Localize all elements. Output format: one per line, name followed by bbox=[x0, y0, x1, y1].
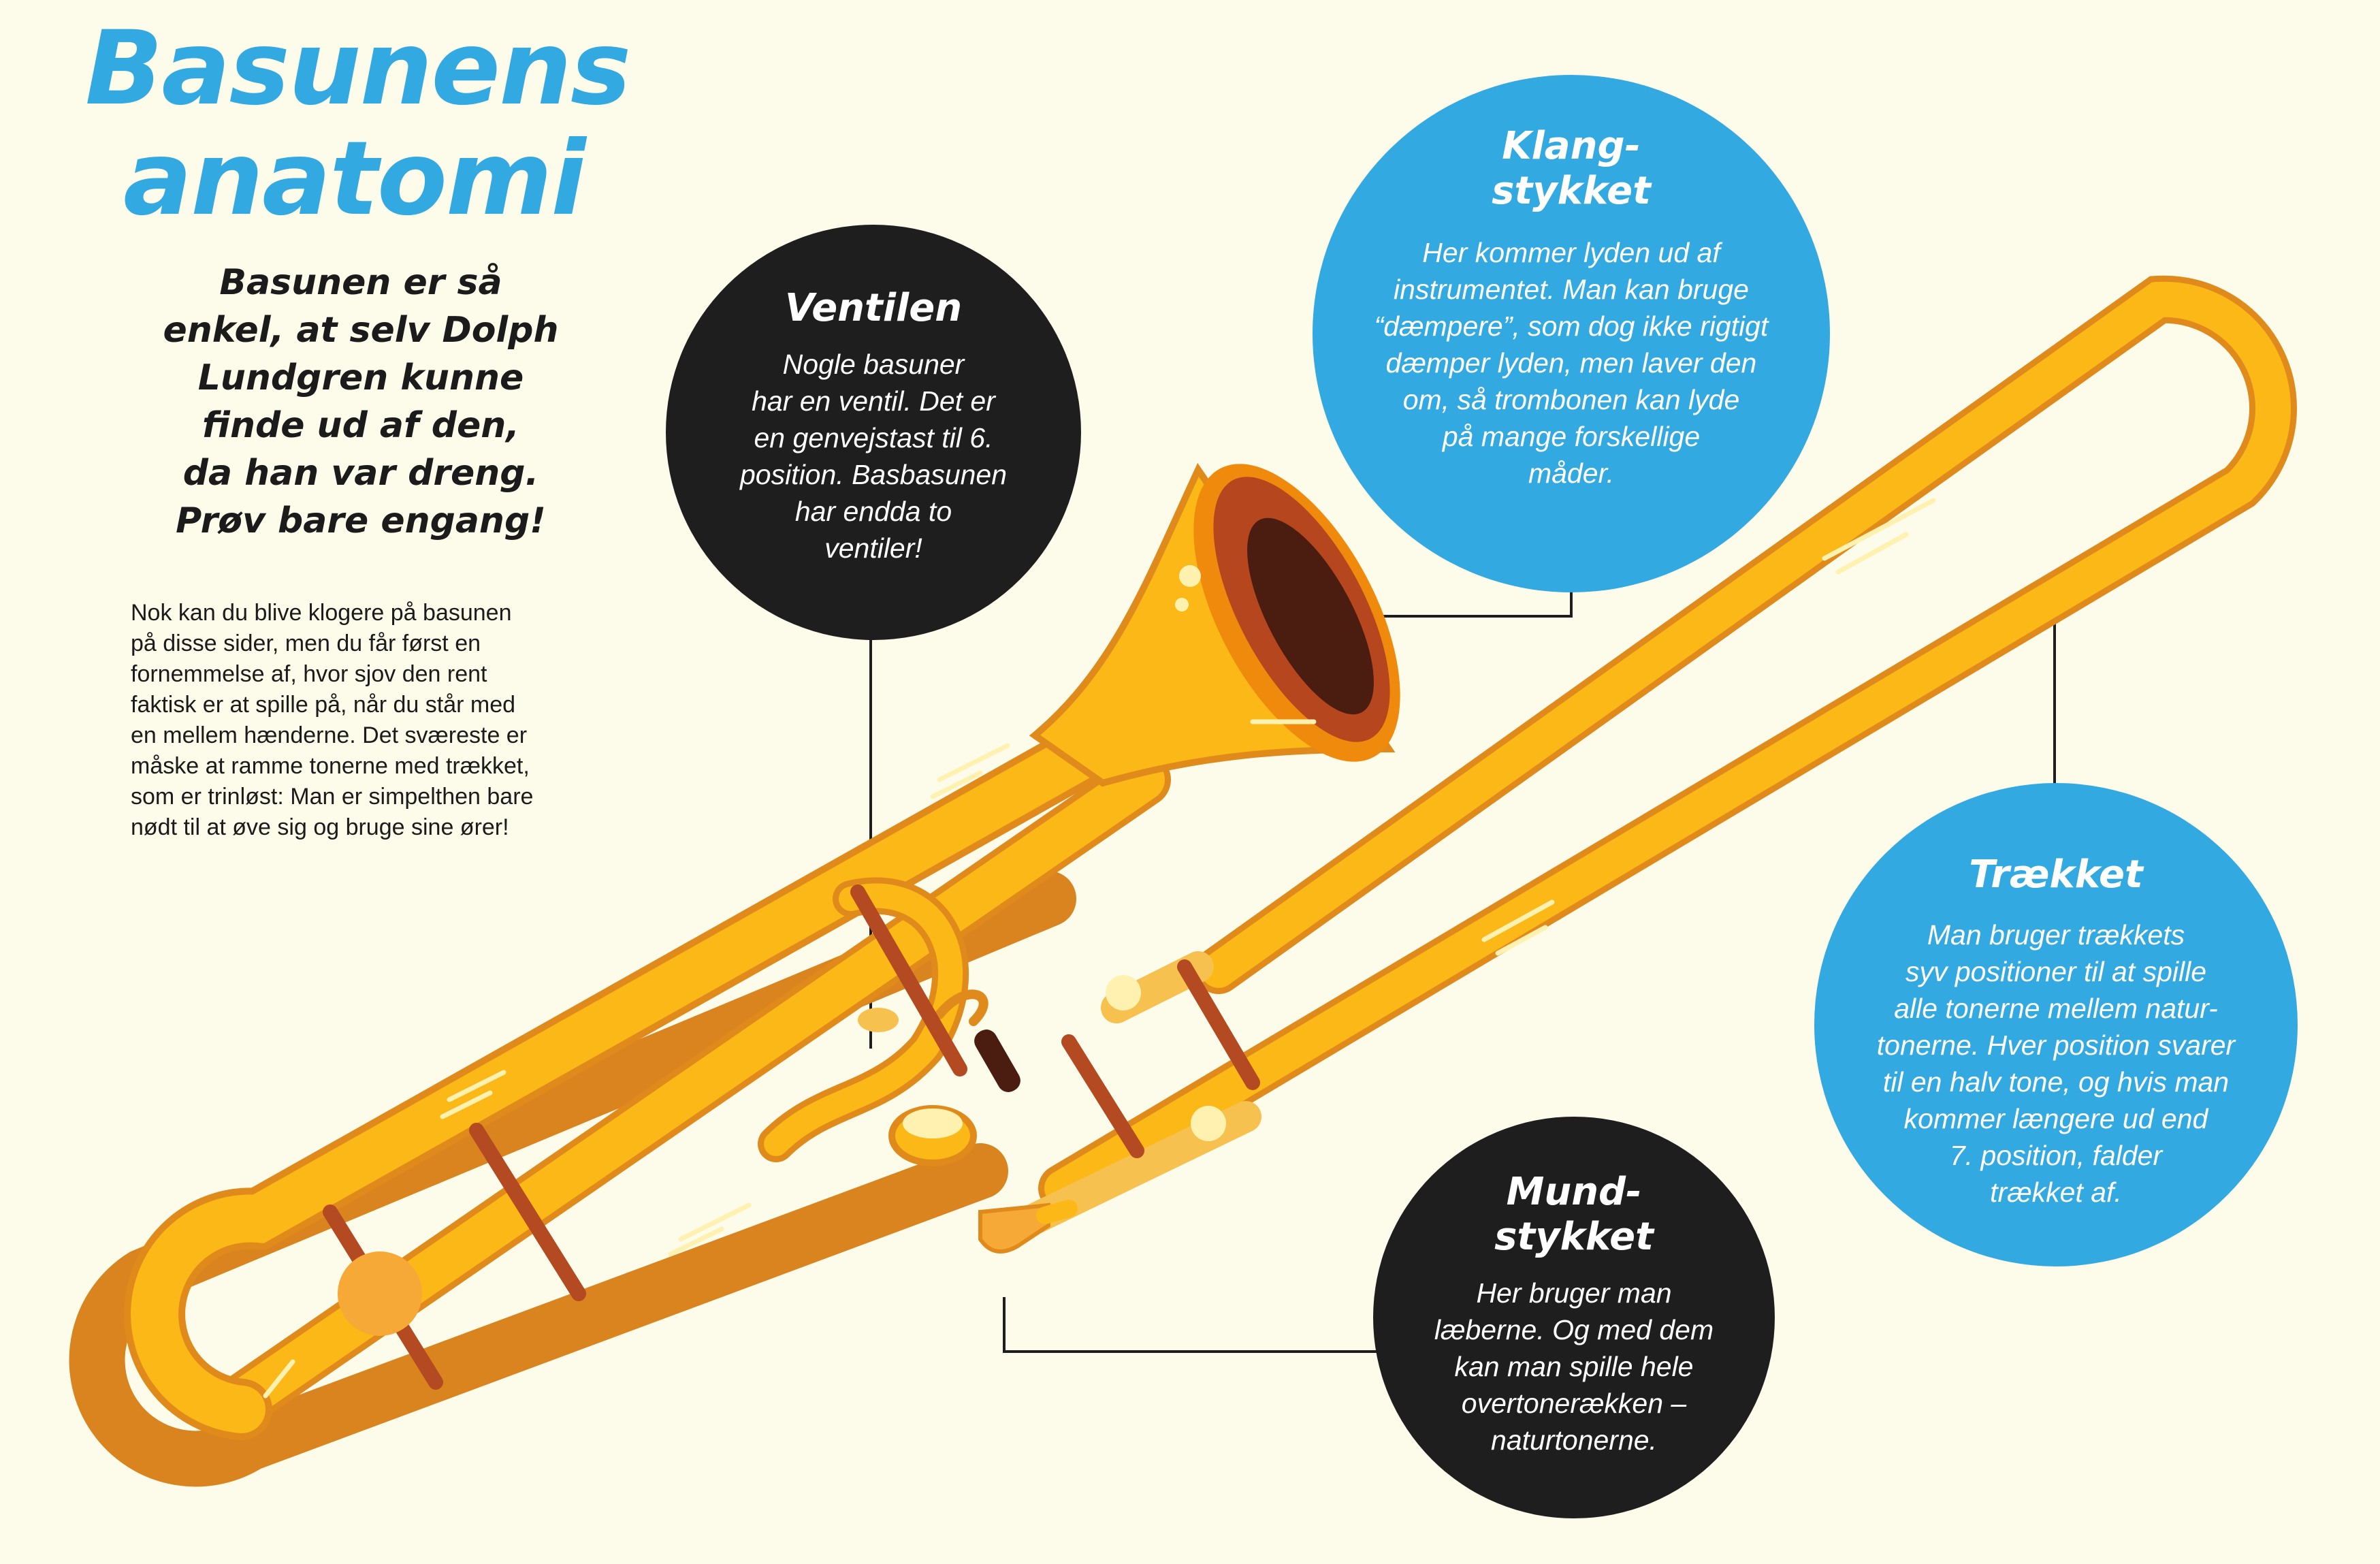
knob bbox=[338, 1251, 422, 1336]
mundstykket-title-line: Mund- bbox=[1506, 1170, 1642, 1214]
page-title-line-2: anatomi bbox=[123, 120, 585, 238]
traekket-line: 7. position, falder bbox=[1949, 1140, 2163, 1171]
traekket-line: syv positioner til at spille bbox=[1905, 956, 2207, 987]
mundstykket-callout bbox=[1373, 1117, 1775, 1518]
ventilen-line: Nogle basuner bbox=[782, 349, 965, 380]
mundstykket-line: Her bruger man bbox=[1476, 1277, 1672, 1309]
klangstykket-line: på mange forskellige bbox=[1442, 421, 1701, 452]
traekket-title bbox=[1814, 852, 2298, 897]
ventilen-line: ventiler! bbox=[824, 532, 922, 564]
ventilen-line: position. Basbasunen bbox=[739, 459, 1008, 490]
mundstykket-description bbox=[1373, 1275, 1775, 1458]
mundstykket-line: læberne. Og med dem bbox=[1434, 1314, 1714, 1345]
intro-line: måske at ramme tonerne med trækket, bbox=[131, 753, 530, 779]
klangstykket-line: måder. bbox=[1528, 458, 1615, 489]
mundstykket-line: overtonerækken – bbox=[1461, 1388, 1687, 1419]
mundstykket-title bbox=[1373, 1170, 1775, 1260]
intro-paragraph bbox=[131, 598, 566, 843]
mundstykket-line: naturtonerne. bbox=[1491, 1424, 1657, 1456]
ventilen-callout bbox=[666, 225, 1081, 640]
traekket-line: kommer længere ud end bbox=[1903, 1103, 2208, 1134]
traekket-line: Man bruger trækkets bbox=[1927, 919, 2185, 951]
klangstykket-line: instrumentet. Man kan bruge bbox=[1394, 274, 1749, 305]
lead-line: Basunen er så bbox=[219, 262, 502, 303]
intro-line: en mellem hænderne. Det sværeste er bbox=[131, 722, 528, 748]
intro-line: fornemmelse af, hvor sjov den rent bbox=[131, 661, 487, 687]
traekket-line: til en halv tone, og hvis man bbox=[1882, 1066, 2230, 1098]
page-title bbox=[85, 10, 630, 238]
klangstykket-title-line: stykket bbox=[1492, 169, 1651, 213]
lead-line: Prøv bare engang! bbox=[176, 500, 546, 541]
lead-line: Lundgren kunne bbox=[197, 357, 524, 398]
mouthpiece bbox=[980, 1205, 1069, 1251]
ventilen-line: har en ventil. Det er bbox=[752, 385, 995, 417]
ventilen-line: har endda to bbox=[794, 496, 952, 527]
klangstykket-title-line: Klang- bbox=[1502, 124, 1641, 168]
traekket-line: trækket af. bbox=[1990, 1177, 2122, 1208]
klangstykket-line: om, så trombonen kan lyde bbox=[1402, 384, 1740, 415]
leader-line-mundstykket bbox=[1004, 1297, 1382, 1352]
klangstykket-line: dæmper lyden, men laver den bbox=[1385, 347, 1757, 379]
lead-line: enkel, at selv Dolph bbox=[163, 310, 559, 351]
intro-line: Nok kan du blive klogere på basunen bbox=[131, 600, 512, 626]
intro-line: på disse sider, men du får først en bbox=[131, 631, 481, 656]
lead-line: finde ud af den, bbox=[202, 405, 519, 446]
mundstykket-line: kan man spille hele bbox=[1454, 1351, 1694, 1382]
ventilen-title bbox=[666, 286, 1081, 331]
ventilen-description bbox=[666, 346, 1081, 566]
traekket-callout bbox=[1814, 783, 2298, 1266]
intro-line: nødt til at øve sig og bruge sine ører! bbox=[131, 814, 509, 840]
lead-text bbox=[116, 259, 606, 545]
klangstykket-title bbox=[1313, 124, 1830, 214]
klangstykket-description bbox=[1313, 234, 1830, 492]
klangstykket-line: Her kommer lyden ud af bbox=[1422, 237, 1720, 268]
traekket-description bbox=[1814, 916, 2298, 1211]
ventilen-line: en genvejstast til 6. bbox=[754, 422, 993, 453]
lead-line: da han var dreng. bbox=[182, 453, 539, 494]
traekket-line: tonerne. Hver position svarer bbox=[1876, 1030, 2236, 1061]
klangstykket-line: “dæmpere”, som dog ikke rigtigt bbox=[1374, 310, 1769, 342]
traekket-line: alle tonerne mellem natur- bbox=[1894, 993, 2218, 1024]
intro-line: faktisk er at spille på, når du står med bbox=[131, 692, 516, 718]
klangstykket-callout bbox=[1313, 75, 1830, 592]
page-title-line-1: Basunens bbox=[85, 10, 630, 128]
intro-line: som er trinløst: Man er simpelthen bare bbox=[131, 784, 534, 810]
traekket-title-text: Trækket bbox=[1969, 852, 2143, 897]
ventilen-title-text: Ventilen bbox=[784, 286, 963, 330]
mundstykket-title-line: stykket bbox=[1494, 1215, 1654, 1259]
